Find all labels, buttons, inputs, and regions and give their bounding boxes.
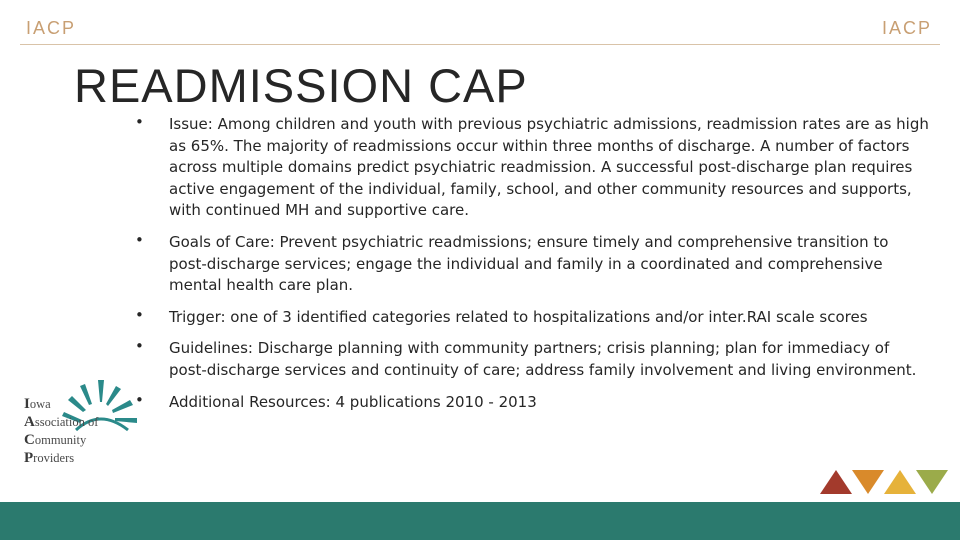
bullet-issue bbox=[130, 114, 930, 222]
logo-line: Association of bbox=[24, 414, 99, 430]
bullet-text: Guidelines: Discharge planning with community partners; crisis planning; plan for immediacy of post-discharge services and continuity of care; address family involvement and living environment. bbox=[169, 339, 917, 379]
bullet-trigger bbox=[130, 307, 930, 329]
header-logo-right: IACP bbox=[881, 18, 932, 38]
slide-title: READMISSION CAP bbox=[74, 59, 528, 112]
footer-bar bbox=[0, 502, 960, 540]
bullet-goals bbox=[130, 232, 930, 297]
triangle-down-icon bbox=[916, 470, 948, 494]
triangle-up-icon bbox=[884, 470, 916, 494]
bullet-marker: • bbox=[135, 230, 144, 249]
bullet-marker: • bbox=[135, 305, 144, 324]
bullet-text: Issue: Among children and youth with previous psychiatric admissions, readmission rates are as high as 65%. The majority of readmissions occur within three months of discharge. A number of factors across multiple domains predict psychiatric readmission. A successful post-discharge plan requires active engagement of the individual, family, school, and other community resources and supports, with continued MH and supportive care. bbox=[169, 115, 929, 220]
bullet-text: Trigger: one of 3 identified categories related to hospitalizations and/or inter.RAI scale scores bbox=[169, 307, 868, 326]
decorative-triangles bbox=[820, 468, 950, 496]
triangle-down-icon bbox=[852, 470, 884, 494]
header-divider bbox=[20, 44, 940, 45]
triangle-up-icon bbox=[820, 470, 852, 494]
bullet-resources bbox=[130, 392, 930, 414]
logo-line: Community bbox=[24, 432, 87, 448]
bullet-marker: • bbox=[135, 113, 144, 131]
header-logo-left: IACP bbox=[26, 18, 77, 38]
bullet-text: Additional Resources: 4 publications 2010 - 2013 bbox=[169, 392, 537, 411]
bullet-marker: • bbox=[135, 390, 144, 409]
bullet-marker: • bbox=[135, 337, 144, 356]
bullet-list bbox=[130, 114, 930, 423]
organization-logo bbox=[20, 378, 145, 468]
logo-line: Providers bbox=[24, 450, 75, 466]
bullet-text: Goals of Care: Prevent psychiatric readmissions; ensure timely and comprehensive transition to post-discharge services; engage the individual and family in a coordinated and comprehensive mental health care plan. bbox=[169, 232, 889, 295]
bullet-guidelines bbox=[130, 338, 930, 381]
logo-line: Iowa bbox=[24, 396, 51, 412]
